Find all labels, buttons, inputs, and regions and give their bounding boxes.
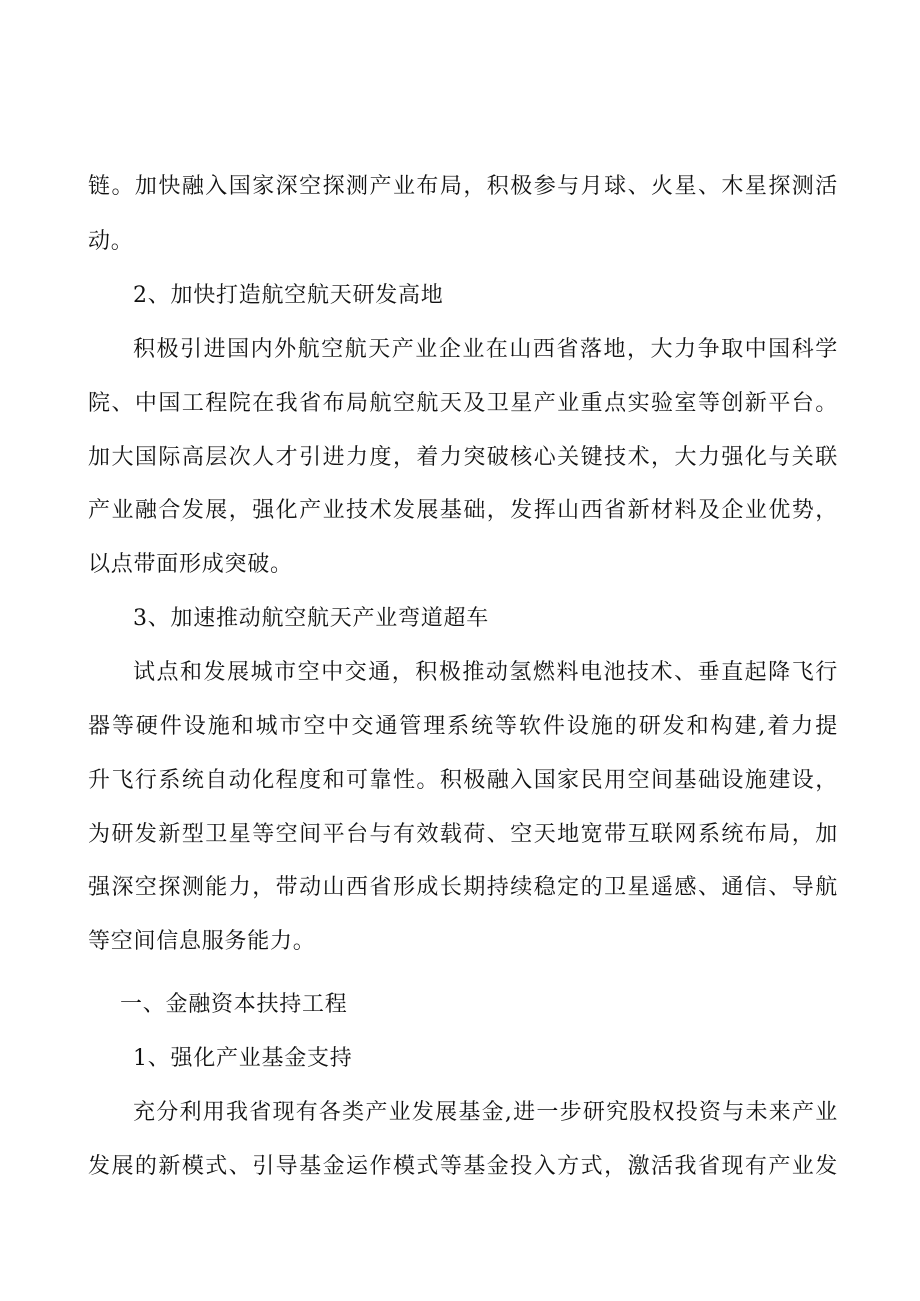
paragraph-line: 充分利用我省现有各类产业发展基金,进一步研究股权投资与未来产业 [133, 1100, 838, 1125]
subsection-heading: 2、加快打造航空航天研发高地 [133, 283, 444, 308]
paragraph-line: 试点和发展城市空中交通，积极推动氢燃料电池技术、垂直起降飞行 [133, 660, 838, 685]
paragraph-line: 加大国际高层次人才引进力度，着力突破核心关键技术，大力强化与关联 [88, 445, 838, 470]
paragraph-line: 为研发新型卫星等空间平台与有效载荷、空天地宽带互联网系统布局，加 [88, 822, 838, 847]
paragraph-line: 升飞行系统自动化程度和可靠性。积极融入国家民用空间基础设施建设， [88, 768, 838, 793]
paragraph-line: 器等硬件设施和城市空中交通管理系统等软件设施的研发和构建,着力提 [88, 714, 838, 739]
subsection-heading: 3、加速推动航空航天产业弯道超车 [133, 606, 489, 631]
paragraph-line: 发展的新模式、引导基金运作模式等基金投入方式，激活我省现有产业发 [88, 1154, 838, 1179]
paragraph-line: 产业融合发展，强化产业技术发展基础，发挥山西省新材料及企业优势， [88, 498, 838, 523]
paragraph-line: 等空间信息服务能力。 [88, 929, 316, 954]
paragraph-line: 链。加快融入国家深空探测产业布局，积极参与月球、火星、木星探测活 [88, 174, 838, 199]
subsection-heading: 1、强化产业基金支持 [133, 1046, 353, 1071]
paragraph-line: 院、中国工程院在我省布局航空航天及卫星产业重点实验室等创新平台。 [88, 391, 838, 416]
paragraph-line: 以点带面形成突破。 [88, 552, 293, 577]
section-heading: 一、金融资本扶持工程 [120, 992, 348, 1017]
paragraph-line: 动。 [88, 229, 134, 254]
paragraph-line: 积极引进国内外航空航天产业企业在山西省落地，大力争取中国科学 [133, 337, 838, 362]
paragraph-line: 强深空探测能力，带动山西省形成长期持续稳定的卫星遥感、通信、导航 [88, 875, 838, 900]
